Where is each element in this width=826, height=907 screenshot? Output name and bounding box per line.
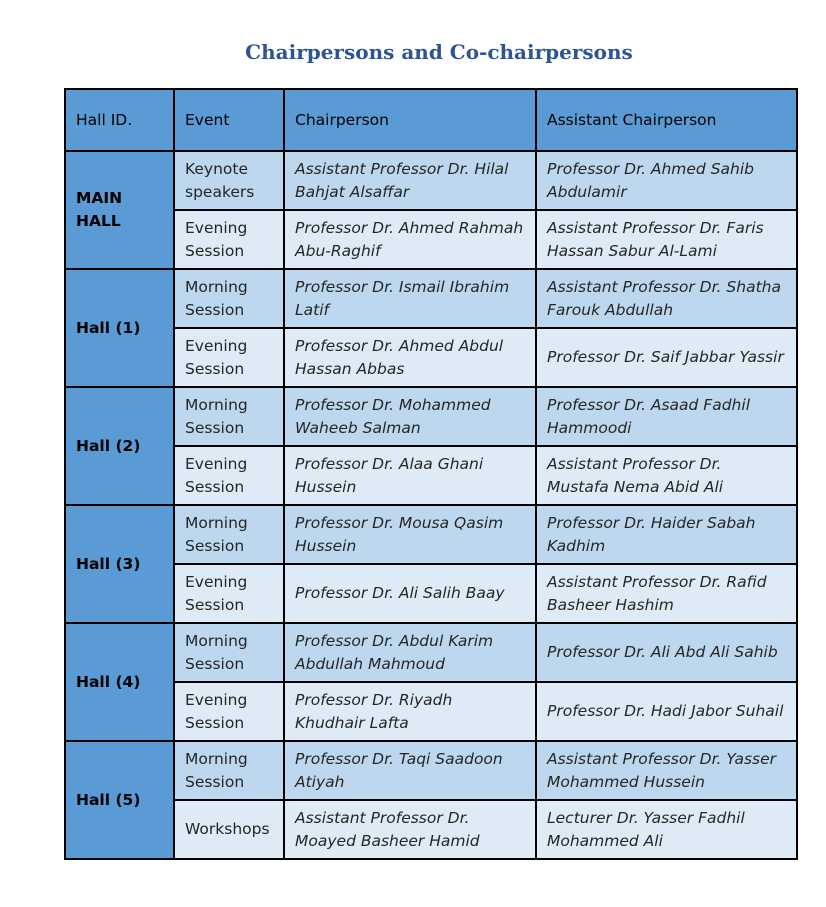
hall-id-cell: Hall (5): [65, 741, 174, 859]
chairperson-cell: Professor Dr. Alaa Ghani Hussein: [284, 446, 536, 505]
chairperson-cell: Professor Dr. Mousa Qasim Hussein: [284, 505, 536, 564]
chairperson-cell: Professor Dr. Ahmed Rahmah Abu-Raghif: [284, 210, 536, 269]
table-row: [65, 564, 797, 623]
assistant-chairperson-cell: Professor Dr. Asaad Fadhil Hammoodi: [536, 387, 797, 446]
chairperson-cell: Professor Dr. Riyadh Khudhair Lafta: [284, 682, 536, 741]
table-row: [65, 682, 797, 741]
chairperson-cell: Professor Dr. Ismail Ibrahim Latif: [284, 269, 536, 328]
event-cell: Evening Session: [174, 682, 284, 741]
assistant-chairperson-cell: Professor Dr. Ali Abd Ali Sahib: [536, 623, 797, 682]
table-row: [65, 505, 797, 564]
table-row: [65, 446, 797, 505]
assistant-chairperson-cell: Professor Dr. Hadi Jabor Suhail: [536, 682, 797, 741]
event-cell: Morning Session: [174, 387, 284, 446]
chairperson-cell: Assistant Professor Dr. Moayed Basheer Hamid: [284, 800, 536, 859]
chairperson-cell: Professor Dr. Abdul Karim Abdullah Mahmoud: [284, 623, 536, 682]
assistant-chairperson-cell: Assistant Professor Dr. Yasser Mohammed Hussein: [536, 741, 797, 800]
chairperson-cell: Professor Dr. Ali Salih Baay: [284, 564, 536, 623]
event-cell: Evening Session: [174, 564, 284, 623]
event-cell: Morning Session: [174, 505, 284, 564]
header-assistant-chairperson: Assistant Chairperson: [536, 89, 797, 151]
hall-id-cell: Hall (3): [65, 505, 174, 623]
event-cell: Evening Session: [174, 328, 284, 387]
page-title: Chairpersons and Co-chairpersons: [245, 40, 633, 64]
header-chairperson: Chairperson: [284, 89, 536, 151]
assistant-chairperson-cell: Professor Dr. Saif Jabbar Yassir: [536, 328, 797, 387]
assistant-chairperson-cell: Professor Dr. Ahmed Sahib Abdulamir: [536, 151, 797, 210]
hall-id-cell: Hall (2): [65, 387, 174, 505]
event-cell: Evening Session: [174, 446, 284, 505]
event-cell: Morning Session: [174, 741, 284, 800]
assistant-chairperson-cell: Lecturer Dr. Yasser Fadhil Mohammed Ali: [536, 800, 797, 859]
chairperson-cell: Professor Dr. Mohammed Waheeb Salman: [284, 387, 536, 446]
assistant-chairperson-cell: Professor Dr. Haider Sabah Kadhim: [536, 505, 797, 564]
event-cell: Morning Session: [174, 269, 284, 328]
table-row: [65, 151, 797, 210]
assistant-chairperson-cell: Assistant Professor Dr. Faris Hassan Sabur Al-Lami: [536, 210, 797, 269]
header-hall-id: Hall ID.: [65, 89, 174, 151]
assistant-chairperson-cell: Assistant Professor Dr. Rafid Basheer Hashim: [536, 564, 797, 623]
table-row: [65, 741, 797, 800]
assistant-chairperson-cell: Assistant Professor Dr. Mustafa Nema Abid Ali: [536, 446, 797, 505]
header-event: Event: [174, 89, 284, 151]
chairperson-cell: Professor Dr. Ahmed Abdul Hassan Abbas: [284, 328, 536, 387]
table-row: [65, 210, 797, 269]
chairperson-cell: Assistant Professor Dr. Hilal Bahjat Alsaffar: [284, 151, 536, 210]
event-cell: Evening Session: [174, 210, 284, 269]
table-row: [65, 269, 797, 328]
table-row: [65, 800, 797, 859]
chairperson-cell: Professor Dr. Taqi Saadoon Atiyah: [284, 741, 536, 800]
table-row: [65, 387, 797, 446]
event-cell: Morning Session: [174, 623, 284, 682]
assistant-chairperson-cell: Assistant Professor Dr. Shatha Farouk Abdullah: [536, 269, 797, 328]
chairpersons-table: [64, 88, 798, 860]
event-cell: Keynote speakers: [174, 151, 284, 210]
table-row: [65, 328, 797, 387]
hall-id-cell: MAIN HALL: [65, 151, 174, 269]
hall-id-cell: Hall (4): [65, 623, 174, 741]
header-row: [65, 89, 797, 151]
event-cell: Workshops: [174, 800, 284, 859]
hall-id-cell: Hall (1): [65, 269, 174, 387]
table-row: [65, 623, 797, 682]
